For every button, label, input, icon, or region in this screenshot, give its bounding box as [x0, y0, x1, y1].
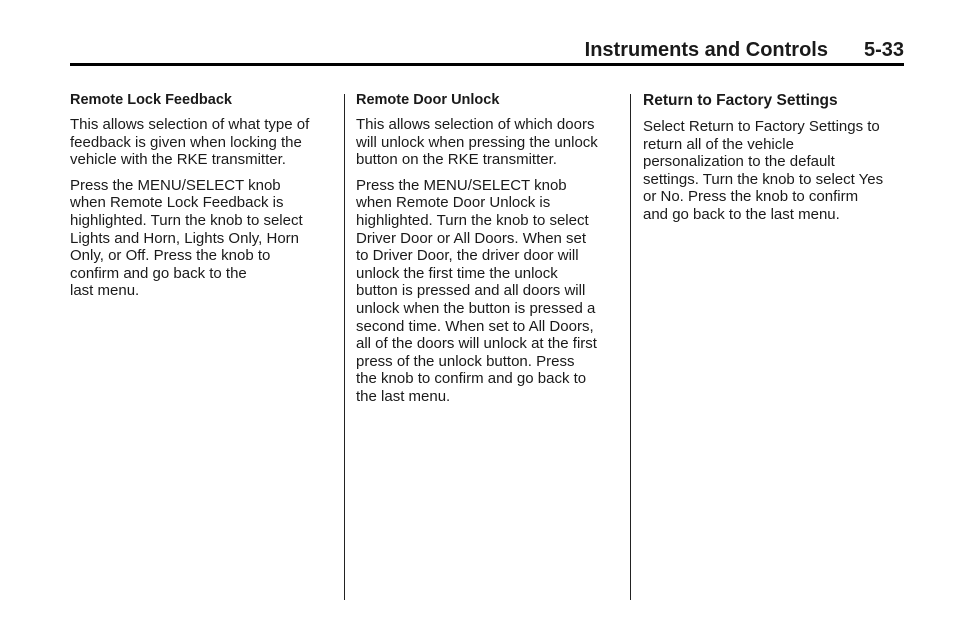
- text-line: the last menu.: [356, 387, 451, 405]
- subheading: Remote Lock Feedback: [70, 92, 232, 108]
- text-line: settings. Turn the knob to select Yes: [643, 170, 884, 188]
- text-line: Press the MENU/SELECT knob: [70, 176, 281, 194]
- text-line: Lights and Horn, Lights Only, Horn: [70, 229, 300, 247]
- text-line: last menu.: [70, 282, 140, 300]
- column-remote-door-unlock: [356, 91, 622, 414]
- text-line: or No. Press the knob to confirm: [643, 188, 859, 206]
- text-line: highlighted. Turn the knob to select: [356, 211, 589, 229]
- text-line: button on the RKE transmitter.: [356, 151, 557, 169]
- paragraph: [356, 177, 622, 406]
- text-line: This allows selection of which doors: [356, 116, 595, 133]
- text-line: when Remote Door Unlock is: [356, 194, 551, 212]
- text-line: Only, or Off. Press the knob to: [70, 247, 271, 265]
- text-line: confirm and go back to the: [70, 264, 247, 282]
- column-return-to-factory-settings: [643, 91, 909, 232]
- paragraph: [643, 118, 909, 224]
- text-line: button is pressed and all doors will: [356, 282, 586, 300]
- subheading: Remote Door Unlock: [356, 92, 500, 108]
- text-line: when Remote Lock Feedback is: [70, 194, 284, 212]
- header-rule: [70, 63, 904, 66]
- text-line: unlock the first time the unlock: [356, 264, 558, 282]
- text-line: the knob to confirm and go back to: [356, 370, 587, 388]
- text-line: Press the MENU/SELECT knob: [356, 176, 567, 194]
- page-number: 5-33: [863, 39, 904, 61]
- section-title: Instruments and Controls: [584, 39, 828, 61]
- text-line: return all of the vehicle: [643, 135, 794, 153]
- paragraph: [356, 116, 622, 169]
- text-line: highlighted. Turn the knob to select: [70, 211, 303, 229]
- text-line: unlock when the button is pressed a: [356, 299, 596, 317]
- column-remote-lock-feedback: [70, 91, 334, 308]
- paragraph: [70, 116, 334, 169]
- text-line: to Driver Door, the driver door will: [356, 247, 579, 265]
- text-line: Select Return to Factory Settings to: [643, 118, 880, 135]
- text-line: second time. When set to All Doors,: [356, 317, 594, 335]
- column-divider: [344, 94, 345, 600]
- text-line: feedback is given when locking the: [70, 133, 302, 151]
- paragraph: [70, 177, 334, 300]
- text-line: Driver Door or All Doors. When set: [356, 229, 587, 247]
- column-divider: [630, 94, 631, 600]
- text-line: will unlock when pressing the unlock: [356, 133, 598, 151]
- section-heading: Return to Factory Settings: [643, 92, 838, 109]
- text-line: all of the doors will unlock at the first: [356, 335, 597, 353]
- text-line: This allows selection of what type of: [70, 116, 310, 133]
- text-line: vehicle with the RKE transmitter.: [70, 151, 286, 169]
- text-line: personalization to the default: [643, 153, 835, 171]
- text-line: and go back to the last menu.: [643, 205, 840, 223]
- text-line: press of the unlock button. Press: [356, 352, 575, 370]
